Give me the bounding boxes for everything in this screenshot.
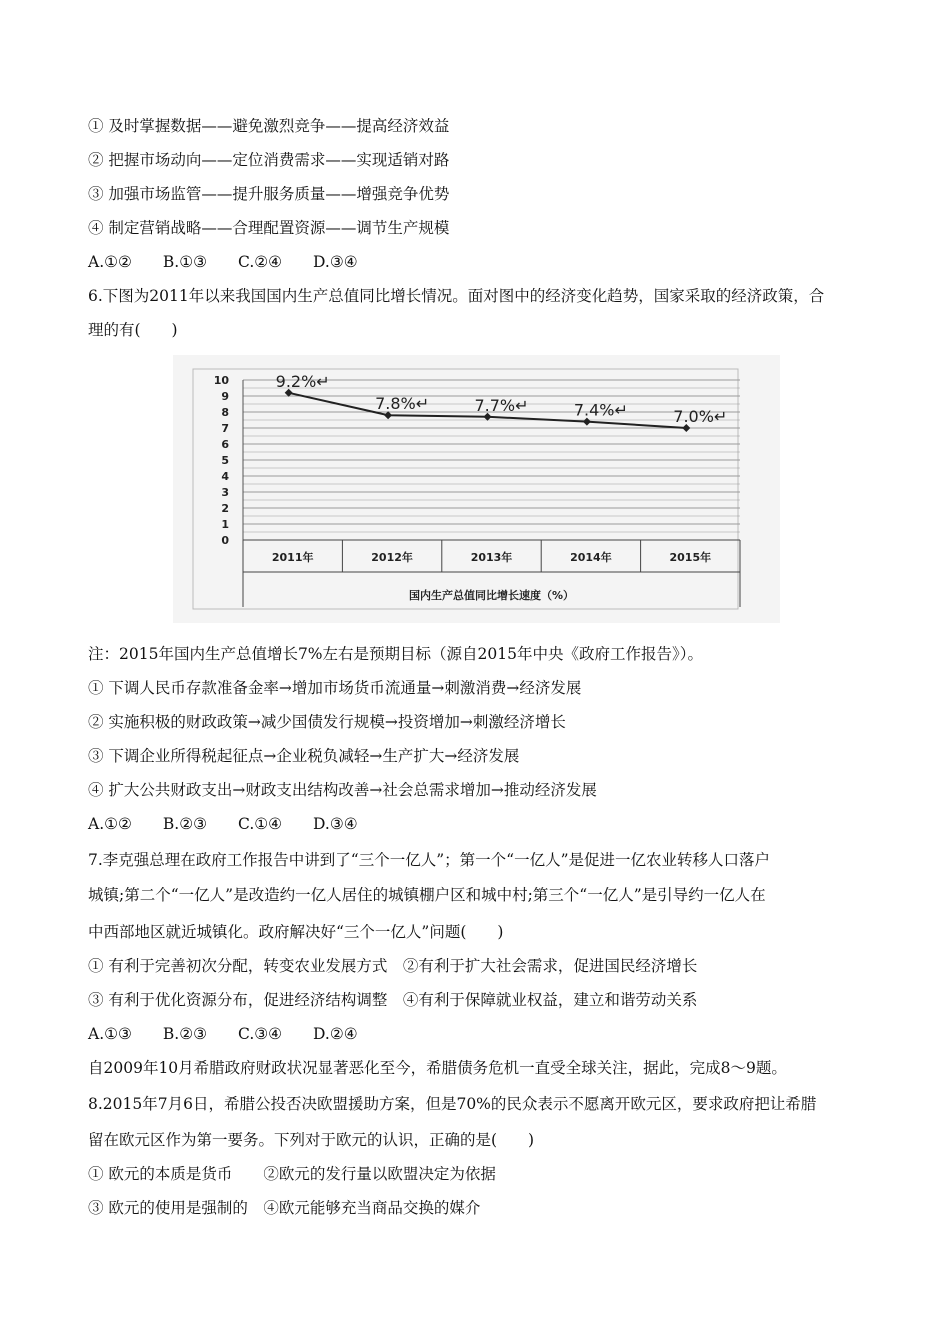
- q8-stem-line-2: 留在欧元区作为第一要务。下列对于欧元的认识，正确的是( ): [88, 1131, 535, 1149]
- gdp-growth-chart: [173, 355, 780, 623]
- q6-option-2: ② 实施积极的财政政策→减少国债发行规模→投资增加→刺激经济增长: [88, 713, 566, 731]
- data-label: 9.2%↵: [275, 371, 330, 391]
- y-tick-label: 5: [221, 454, 229, 467]
- y-tick-label: 10: [213, 374, 229, 387]
- q5-option-3: ③ 加强市场监管——提升服务质量——增强竞争优势: [88, 185, 450, 203]
- q6-option-1: ① 下调人民币存款准备金率→增加市场货币流通量→刺激消费→经济发展: [88, 679, 582, 697]
- y-tick-label: 9: [221, 390, 229, 403]
- gdp-growth-chart-svg: [173, 355, 780, 623]
- y-tick-label: 4: [221, 470, 229, 483]
- q7-stem-line-2: 城镇;第二个“一亿人”是改造约一亿人居住的城镇棚户区和城中村;第三个“一亿人”是引导约一亿人在: [88, 886, 766, 904]
- y-tick-label: 1: [221, 518, 229, 531]
- q5-choices: A.①② B.①③ C.②④ D.③④: [88, 253, 358, 271]
- q5-option-2: ② 把握市场动向——定位消费需求——实现适销对路: [88, 151, 450, 169]
- x-tick-label: 2012年: [371, 551, 413, 564]
- q6-chart-note: 注：2015年国内生产总值增长7%左右是预期目标（源自2015年中央《政府工作报告》）。: [88, 645, 703, 663]
- q8-stem-line-1: 8.2015年7月6日，希腊公投否决欧盟援助方案，但是70%的民众表示不愿离开欧元区，要求政府把让希腊: [88, 1095, 817, 1113]
- data-label: 7.7%↵: [474, 395, 529, 415]
- q6-option-4: ④ 扩大公共财政支出→财政支出结构改善→社会总需求增加→推动经济发展: [88, 781, 597, 799]
- data-label: 7.0%↵: [673, 407, 728, 426]
- data-label: 7.4%↵: [573, 400, 628, 420]
- q6-stem-line-1: 6.下图为2011年以来我国国内生产总值同比增长情况。面对图中的经济变化趋势，国家采取的经济政策，合: [88, 287, 825, 305]
- y-tick-label: 6: [221, 438, 229, 451]
- q8-options-3-4: ③ 欧元的使用是强制的 ④欧元能够充当商品交换的媒介: [88, 1199, 481, 1217]
- q7-options-3-4: ③ 有利于优化资源分布，促进经济结构调整 ④有利于保障就业权益，建立和谐劳动关系: [88, 991, 698, 1009]
- q6-stem-line-2: 理的有( ): [88, 321, 178, 339]
- data-label: 7.8%↵: [375, 394, 430, 414]
- q5-option-1: ① 及时掌握数据——避免激烈竞争——提高经济效益: [88, 117, 450, 135]
- y-tick-label: 2: [221, 502, 229, 515]
- y-tick-label: 7: [221, 422, 229, 435]
- x-tick-label: 2011年: [271, 551, 314, 564]
- q8-options-1-2: ① 欧元的本质是货币 ②欧元的发行量以欧盟决定为依据: [88, 1165, 496, 1183]
- q8-9-intro: 自2009年10月希腊政府财政状况显著恶化至今，希腊债务危机一直受全球关注，据此，完成8～9题。: [88, 1059, 787, 1077]
- x-tick-label: 2015年: [669, 551, 712, 564]
- q7-options-1-2: ① 有利于完善初次分配，转变农业发展方式 ②有利于扩大社会需求，促进国民经济增长: [88, 957, 698, 975]
- y-tick-label: 8: [221, 406, 229, 419]
- q7-choices: A.①③ B.②③ C.③④ D.②④: [88, 1025, 358, 1043]
- chart-panel-border: [193, 369, 738, 609]
- q7-stem-line-1: 7.李克强总理在政府工作报告中讲到了“三个一亿人”；第一个“一亿人”是促进一亿农业转移人口落户: [88, 851, 770, 869]
- x-tick-label: 2013年: [470, 551, 513, 564]
- y-tick-label: 0: [221, 534, 229, 547]
- x-axis-title: 国内生产总值同比增长速度（%）: [408, 589, 575, 602]
- x-tick-label: 2014年: [570, 551, 612, 564]
- q5-option-4: ④ 制定营销战略——合理配置资源——调节生产规模: [88, 219, 450, 237]
- y-tick-label: 3: [221, 486, 229, 499]
- q6-choices: A.①② B.②③ C.①④ D.③④: [88, 815, 358, 833]
- q6-option-3: ③ 下调企业所得税起征点→企业税负减轻→生产扩大→经济发展: [88, 747, 520, 765]
- q7-stem-line-3: 中西部地区就近城镇化。政府解决好“三个一亿人”问题( ): [88, 923, 504, 941]
